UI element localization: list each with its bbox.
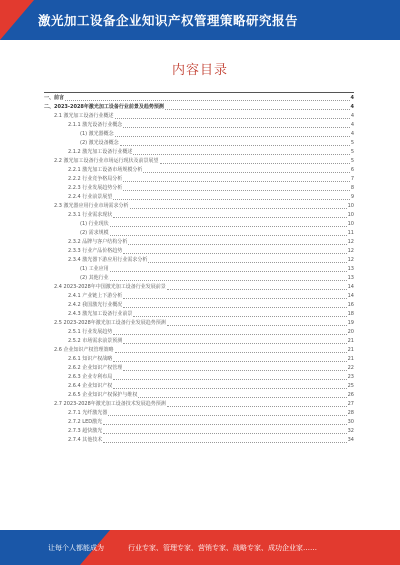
toc-entry[interactable] [44, 229, 354, 238]
toc-entry[interactable] [44, 211, 354, 220]
toc-leader-dots [65, 100, 350, 101]
toc-top-rule [44, 92, 354, 93]
toc-entry-title: 2.2 激光加工设备行业市场运行现状及前景展望 [54, 158, 159, 164]
toc-entry[interactable] [44, 346, 354, 355]
toc-entry-page: 21 [347, 338, 354, 344]
toc-leader-dots [148, 262, 346, 263]
table-of-contents [44, 92, 354, 445]
toc-entry-title: 2.2.2 行业竞争格局分析 [68, 176, 123, 182]
toc-entry[interactable] [44, 436, 354, 445]
toc-entry-page: 23 [347, 374, 354, 380]
toc-entry[interactable] [44, 121, 354, 130]
toc-entry-title: 2.6.3 企业专利布局 [68, 374, 113, 380]
toc-entry-title: 2.3.4 激光器下游应用行业需求分析 [68, 257, 148, 263]
toc-entry-page: 16 [347, 302, 354, 308]
toc-entry-title: 2.6 企业知识产权管理策略 [54, 347, 114, 353]
toc-leader-dots [108, 415, 346, 416]
header-red-accent [0, 0, 34, 40]
toc-entry[interactable] [44, 355, 354, 364]
toc-entry-title: 2.6.5 企业知识产权保护与维权 [68, 392, 138, 398]
toc-entry-title: 2.7 2023-2028年激光加工设备技术发展趋势预测 [54, 401, 166, 407]
toc-entry-title: 2.5 2023-2028年激光加工设备行业发展趋势预测 [54, 320, 166, 326]
footer-slogan-left: 让每个人都能成为 [48, 544, 104, 552]
toc-entry-title: 2.4.3 激光加工设备行业前景 [68, 311, 133, 317]
toc-entry[interactable] [44, 157, 354, 166]
toc-entry-page: 8 [350, 185, 354, 191]
toc-page [0, 40, 400, 530]
toc-leader-dots [110, 271, 347, 272]
toc-leader-dots [113, 379, 346, 380]
toc-entry-page: 12 [347, 239, 354, 245]
toc-leader-dots [113, 334, 346, 335]
toc-leader-dots [103, 433, 346, 434]
toc-entry-page: 4 [350, 113, 354, 119]
toc-entry-page: 4 [350, 104, 354, 110]
toc-entry-page: 4 [350, 131, 354, 137]
toc-entry-page: 12 [347, 257, 354, 263]
toc-entry[interactable] [44, 391, 354, 400]
toc-entry-title: 2.2.3 行业发展趋势分析 [68, 185, 123, 191]
toc-leader-dots [133, 154, 349, 155]
toc-entry-page: 5 [350, 158, 354, 164]
toc-entry-title: (2) 其他行业 [80, 275, 109, 281]
toc-entry[interactable] [44, 130, 354, 139]
toc-entry-title: 2.4.1 产业链上下游分析 [68, 293, 123, 299]
toc-entry[interactable] [44, 256, 354, 265]
toc-entry-page: 27 [347, 401, 354, 407]
toc-leader-dots [113, 361, 346, 362]
toc-entry-page: 18 [347, 311, 354, 317]
toc-entry-title: (1) 行业现状 [80, 221, 109, 227]
toc-leader-dots [160, 163, 350, 164]
toc-entry-page: 10 [347, 221, 354, 227]
toc-entry-title: 2.5.2 市场需求前景预测 [68, 338, 123, 344]
toc-entry[interactable] [44, 148, 354, 157]
toc-leader-dots [167, 289, 347, 290]
toc-entry-title: 2.4.2 我国激光行业概况 [68, 302, 123, 308]
toc-entry-page: 10 [347, 212, 354, 218]
toc-leader-dots [123, 127, 350, 128]
toc-entry[interactable] [44, 418, 354, 427]
footer-slogan-right: 行业专家、管理专家、营销专家、战略专家、成功企业家…… [128, 544, 317, 552]
toc-entry-page: 21 [347, 356, 354, 362]
toc-leader-dots [110, 280, 347, 281]
toc-leader-dots [115, 136, 350, 137]
toc-entry[interactable] [44, 265, 354, 274]
report-header [0, 0, 400, 40]
toc-leader-dots [110, 235, 347, 236]
toc-entry-page: 11 [347, 230, 354, 236]
toc-entry[interactable] [44, 364, 354, 373]
toc-entry[interactable] [44, 94, 354, 103]
toc-entry[interactable] [44, 112, 354, 121]
toc-entry-title: 2.1.1 激光设备行业概念 [68, 122, 123, 128]
toc-entry-page: 20 [347, 329, 354, 335]
toc-leader-dots [113, 199, 350, 200]
toc-leader-dots [130, 208, 347, 209]
toc-entry-title: 2.7.3 超快激光 [68, 428, 103, 434]
toc-entry[interactable] [44, 166, 354, 175]
toc-leader-dots [123, 181, 350, 182]
toc-entry[interactable] [44, 373, 354, 382]
toc-entry[interactable] [44, 274, 354, 283]
toc-leader-dots [138, 397, 346, 398]
toc-entry[interactable] [44, 139, 354, 148]
toc-entry-title: 2.6.4 企业知识产权 [68, 383, 113, 389]
toc-entry-page: 4 [350, 122, 354, 128]
toc-entry-page: 32 [347, 428, 354, 434]
toc-entry-title: 2.7.4 其他技术 [68, 437, 103, 443]
toc-leader-dots [123, 298, 346, 299]
toc-entry[interactable] [44, 292, 354, 301]
toc-entry-page: 14 [347, 293, 354, 299]
toc-entry-title: 2.7.1 光纤激光器 [68, 410, 108, 416]
toc-leader-dots [113, 217, 346, 218]
toc-leader-dots [143, 172, 349, 173]
report-title: 激光加工设备企业知识产权管理策略研究报告 [38, 13, 299, 28]
toc-entry-page: 9 [350, 194, 354, 200]
toc-entry-title: 2.3.2 品牌与客户结构分析 [68, 239, 128, 245]
toc-entry-page: 28 [347, 410, 354, 416]
toc-heading: 内容目录 [171, 63, 228, 78]
toc-entry-title: (1) 工业应用 [80, 266, 109, 272]
toc-entry-title: (2) 需求规模 [80, 230, 109, 236]
toc-entry-page: 25 [347, 383, 354, 389]
toc-entry-title: (1) 激光器概念 [80, 131, 114, 137]
toc-entry-page: 7 [350, 176, 354, 182]
toc-entry[interactable] [44, 301, 354, 310]
toc-entry[interactable] [44, 427, 354, 436]
toc-entry[interactable] [44, 328, 354, 337]
toc-entry-title: 2.2.1 激光加工设备市场规模分析 [68, 167, 143, 173]
toc-entry-title: 2.2.4 行业前景展望 [68, 194, 113, 200]
toc-entry-page: 10 [347, 203, 354, 209]
toc-entry[interactable] [44, 319, 354, 328]
toc-leader-dots [123, 190, 350, 191]
toc-entry-page: 34 [347, 437, 354, 443]
toc-entry[interactable] [44, 283, 354, 292]
toc-entry-page: 4 [350, 95, 354, 101]
toc-entry[interactable] [44, 310, 354, 319]
toc-leader-dots [115, 352, 347, 353]
toc-leader-dots [120, 145, 350, 146]
toc-entry-title: 2.6.1 知识产权战略 [68, 356, 113, 362]
toc-entry-page: 22 [347, 365, 354, 371]
toc-leader-dots [115, 118, 350, 119]
toc-leader-dots [123, 370, 346, 371]
toc-leader-dots [103, 442, 346, 443]
toc-entry[interactable] [44, 400, 354, 409]
toc-entry[interactable] [44, 337, 354, 346]
toc-entry-page: 6 [350, 167, 354, 173]
toc-leader-dots [128, 244, 346, 245]
toc-entry[interactable] [44, 247, 354, 256]
toc-entry-title: 二、2023-2028年激光加工设备行业前景及趋势预测 [44, 104, 164, 110]
toc-entry-title: 2.6.2 企业知识产权管理 [68, 365, 123, 371]
toc-entry[interactable] [44, 382, 354, 391]
toc-entry-title: 一、前言 [44, 95, 65, 101]
toc-leader-dots [110, 226, 347, 227]
toc-entry-title: 2.1 激光加工设备行业概述 [54, 113, 114, 119]
toc-entry[interactable] [44, 193, 354, 202]
toc-entry-page: 12 [347, 248, 354, 254]
toc-entry[interactable] [44, 238, 354, 247]
toc-entry-title: 2.5.1 行业发展趋势 [68, 329, 113, 335]
toc-entry[interactable] [44, 103, 354, 112]
toc-entry-page: 13 [347, 266, 354, 272]
toc-entry-title: 2.3.3 行业产品价格趋势 [68, 248, 123, 254]
toc-entry[interactable] [44, 175, 354, 184]
toc-entry-page: 5 [350, 140, 354, 146]
toc-leader-dots [165, 109, 350, 110]
toc-entry-title: (2) 激光设备概念 [80, 140, 119, 146]
toc-entry[interactable] [44, 202, 354, 211]
toc-entry[interactable] [44, 184, 354, 193]
toc-entry-page: 30 [347, 419, 354, 425]
toc-entry-page: 13 [347, 275, 354, 281]
toc-entry-title: 2.4 2023-2028年中国激光加工设备行业发展前景 [54, 284, 166, 290]
report-footer [0, 530, 400, 565]
toc-entry-page: 5 [350, 149, 354, 155]
toc-leader-dots [123, 343, 346, 344]
toc-entry-page: 21 [347, 347, 354, 353]
toc-entry-title: 2.3 激光器应用行业市场需求分析 [54, 203, 129, 209]
toc-entry-title: 2.3.1 行业需求现状 [68, 212, 113, 218]
toc-leader-dots [123, 307, 346, 308]
toc-entry-title: 2.1.2 激光加工设备行业概述 [68, 149, 133, 155]
toc-entry-page: 14 [347, 284, 354, 290]
toc-leader-dots [167, 406, 347, 407]
toc-leader-dots [167, 325, 347, 326]
toc-entry-page: 26 [347, 392, 354, 398]
toc-entry-title: 2.7.2 LED激光 [68, 419, 103, 425]
toc-entry[interactable] [44, 220, 354, 229]
toc-leader-dots [103, 424, 347, 425]
toc-leader-dots [133, 316, 346, 317]
toc-entry-page: 19 [347, 320, 354, 326]
toc-leader-dots [113, 388, 346, 389]
toc-leader-dots [123, 253, 346, 254]
toc-entry[interactable] [44, 409, 354, 418]
